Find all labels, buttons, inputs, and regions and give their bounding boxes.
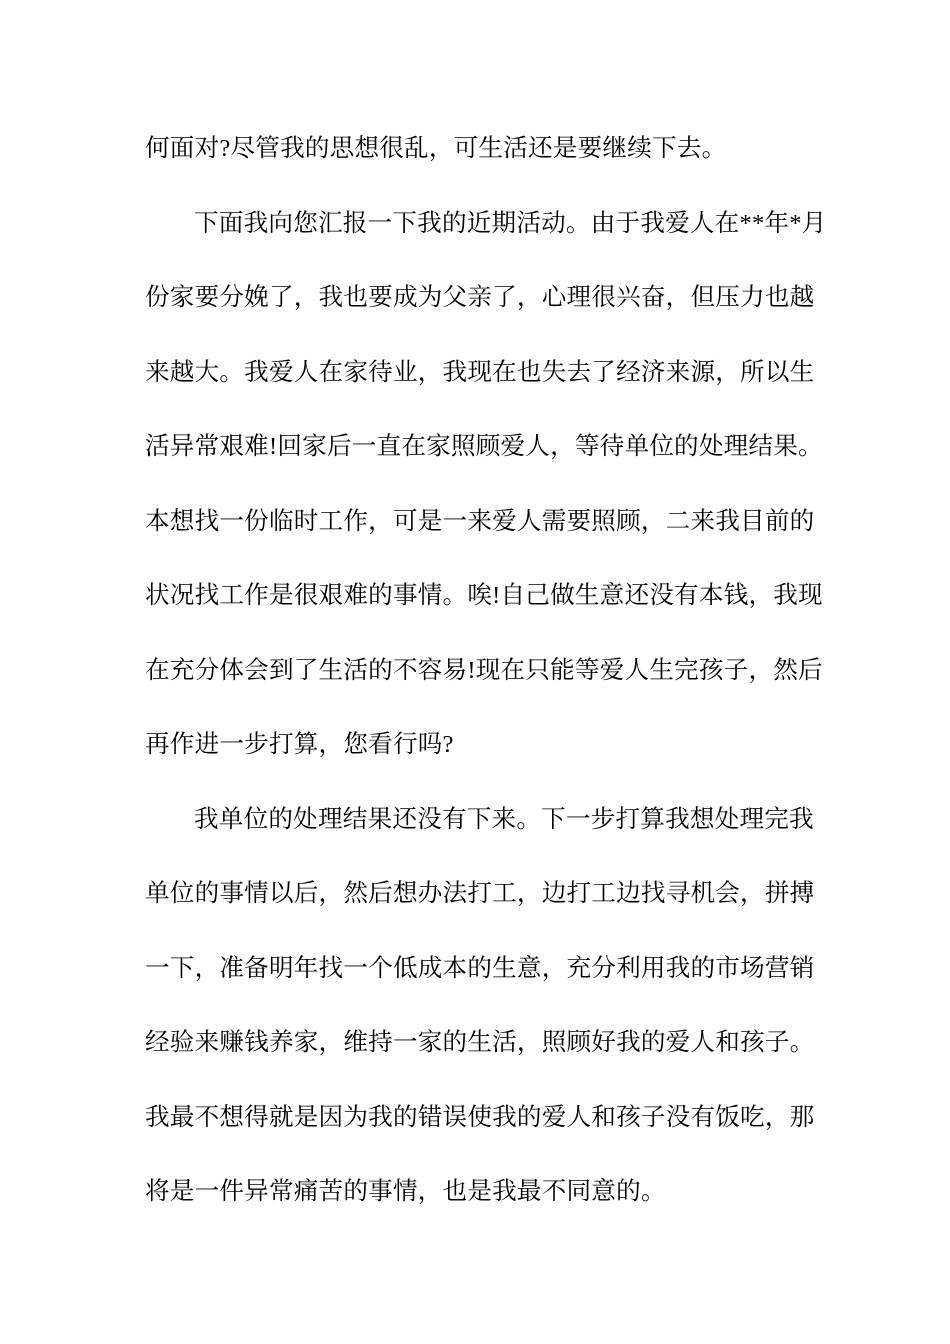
text-line: 来越大。我爱人在家待业，我现在也失去了经济来源，所以生 — [145, 358, 815, 386]
text-line: 本想找一份临时工作，可是一来爱人需要照顾，二来我目前的 — [145, 507, 815, 535]
text-line: 活异常艰难!回家后一直在家照顾爱人，等待单位的处理结果。 — [145, 433, 823, 460]
text-line: 状况找工作是很艰难的事情。唉!自己做生意还没有本钱，我现 — [145, 582, 823, 609]
text-line: 一下，准备明年找一个低成本的生意，充分利用我的市场营销 — [145, 954, 815, 982]
text-line: 在充分体会到了生活的不容易!现在只能等爱人生完孩子，然后 — [145, 656, 823, 684]
text-line: 下面我向您汇报一下我的近期活动。由于我爱人在**年*月 — [194, 209, 827, 237]
text-line: 将是一件异常痛苦的事情，也是我最不同意的。 — [145, 1178, 666, 1205]
paragraph — [145, 187, 835, 783]
text-line: 单位的事情以后，然后想办法打工，边打工边找寻机会，拼搏 — [145, 880, 815, 907]
text-line: 经验来赚钱养家，维持一家的生活，照顾好我的爱人和孩子。 — [145, 1029, 815, 1056]
paragraph — [145, 112, 835, 187]
text-line: 我最不想得就是因为我的错误使我的爱人和孩子没有饭吃，那 — [145, 1103, 815, 1131]
document-text — [145, 112, 835, 1230]
paragraph — [145, 783, 835, 1230]
text-line: 再作进一步打算，您看行吗? — [145, 731, 454, 758]
text-line: 何面对?尽管我的思想很乱，可生活还是要继续下去。 — [145, 135, 727, 162]
text-line: 我单位的处理结果还没有下来。下一步打算我想处理完我 — [194, 805, 814, 833]
text-line: 份家要分娩了，我也要成为父亲了，心理很兴奋，但压力也越 — [145, 284, 815, 311]
